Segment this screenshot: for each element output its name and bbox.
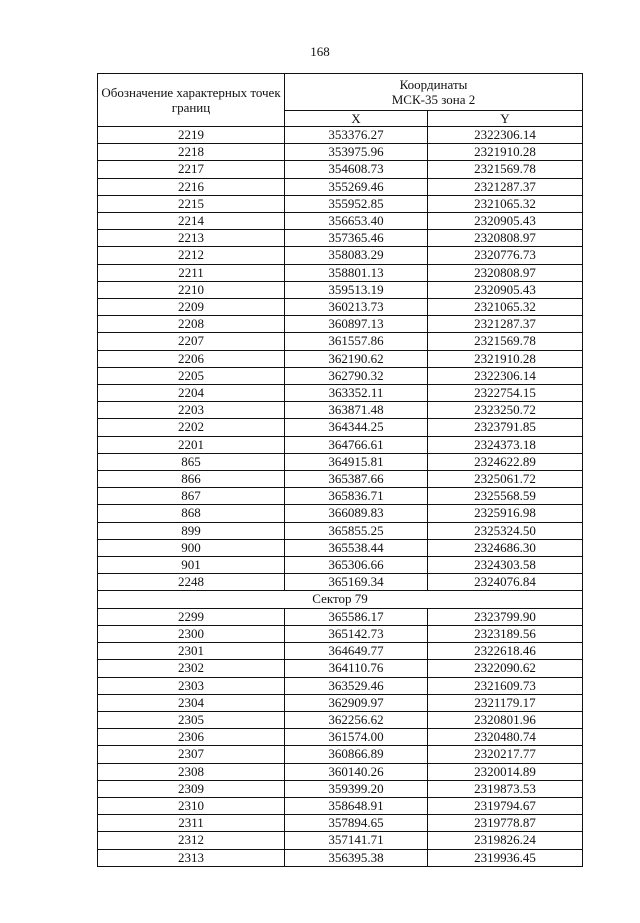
point-id-cell: 2216: [98, 178, 285, 195]
point-id-cell: 2204: [98, 385, 285, 402]
table-row: [98, 264, 583, 281]
x-coordinate-cell: 357365.46: [285, 230, 428, 247]
table-row: [98, 505, 583, 522]
x-coordinate-cell: 362256.62: [285, 711, 428, 728]
point-id-cell: 2201: [98, 436, 285, 453]
point-id-cell: 2211: [98, 264, 285, 281]
y-coordinate-cell: 2321065.32: [428, 299, 583, 316]
y-coordinate-cell: 2321910.28: [428, 350, 583, 367]
table-row: [98, 763, 583, 780]
table-row: [98, 849, 583, 866]
y-coordinate-cell: 2322090.62: [428, 660, 583, 677]
x-coordinate-cell: 365306.66: [285, 557, 428, 574]
table-section-2: [98, 608, 583, 866]
y-coordinate-cell: 2320217.77: [428, 746, 583, 763]
x-coordinate-cell: 366089.83: [285, 505, 428, 522]
x-coordinate-cell: 365169.34: [285, 574, 428, 591]
x-coordinate-cell: 353376.27: [285, 127, 428, 144]
y-coordinate-cell: 2324076.84: [428, 574, 583, 591]
y-coordinate-cell: 2321609.73: [428, 677, 583, 694]
table-row: [98, 333, 583, 350]
y-coordinate-cell: 2325568.59: [428, 488, 583, 505]
x-coordinate-cell: 364766.61: [285, 436, 428, 453]
point-id-cell: 2208: [98, 316, 285, 333]
point-id-cell: 2301: [98, 643, 285, 660]
x-coordinate-cell: 355269.46: [285, 178, 428, 195]
y-coordinate-cell: 2319936.45: [428, 849, 583, 866]
table-row: [98, 677, 583, 694]
table-row: [98, 711, 583, 728]
x-coordinate-cell: 358801.13: [285, 264, 428, 281]
table-row: [98, 780, 583, 797]
x-coordinate-cell: 365142.73: [285, 625, 428, 642]
y-coordinate-cell: 2320480.74: [428, 729, 583, 746]
x-coordinate-cell: 364344.25: [285, 419, 428, 436]
y-coordinate-cell: 2320776.73: [428, 247, 583, 264]
table-row: [98, 643, 583, 660]
table-row: [98, 797, 583, 814]
x-coordinate-cell: 359513.19: [285, 281, 428, 298]
x-coordinate-cell: 354608.73: [285, 161, 428, 178]
y-coordinate-cell: 2320905.43: [428, 281, 583, 298]
y-coordinate-cell: 2323189.56: [428, 625, 583, 642]
table-row: [98, 299, 583, 316]
x-coordinate-cell: 360866.89: [285, 746, 428, 763]
y-coordinate-cell: 2322618.46: [428, 643, 583, 660]
point-id-cell: 2302: [98, 660, 285, 677]
y-coordinate-cell: 2323250.72: [428, 402, 583, 419]
point-id-cell: 2308: [98, 763, 285, 780]
table-row: [98, 144, 583, 161]
point-id-cell: 900: [98, 539, 285, 556]
y-coordinate-cell: 2320905.43: [428, 213, 583, 230]
table-row: [98, 746, 583, 763]
point-id-cell: 2313: [98, 849, 285, 866]
table-row: [98, 350, 583, 367]
point-id-cell: 2248: [98, 574, 285, 591]
point-id-cell: 2206: [98, 350, 285, 367]
x-coordinate-cell: 365836.71: [285, 488, 428, 505]
point-id-cell: 2202: [98, 419, 285, 436]
x-coordinate-cell: 362909.97: [285, 694, 428, 711]
coordinates-table: [97, 73, 583, 867]
point-id-cell: 901: [98, 557, 285, 574]
y-coordinate-cell: 2320014.89: [428, 763, 583, 780]
point-id-cell: 2207: [98, 333, 285, 350]
table-row: [98, 488, 583, 505]
y-coordinate-cell: 2321569.78: [428, 161, 583, 178]
table-row: [98, 660, 583, 677]
point-id-cell: 2213: [98, 230, 285, 247]
y-coordinate-cell: 2321910.28: [428, 144, 583, 161]
table-row: [98, 195, 583, 212]
y-coordinate-cell: 2324303.58: [428, 557, 583, 574]
table-row: [98, 367, 583, 384]
point-id-cell: 868: [98, 505, 285, 522]
point-id-cell: 866: [98, 471, 285, 488]
table-row: [98, 832, 583, 849]
y-coordinate-cell: 2322306.14: [428, 367, 583, 384]
x-coordinate-cell: 358648.91: [285, 797, 428, 814]
y-coordinate-cell: 2325916.98: [428, 505, 583, 522]
table-row: [98, 402, 583, 419]
table-row: [98, 213, 583, 230]
y-coordinate-cell: 2319826.24: [428, 832, 583, 849]
x-coordinate-cell: 356653.40: [285, 213, 428, 230]
point-id-cell: 2210: [98, 281, 285, 298]
table-row: [98, 522, 583, 539]
y-coordinate-cell: 2324686.30: [428, 539, 583, 556]
x-coordinate-cell: 353975.96: [285, 144, 428, 161]
point-id-cell: 2212: [98, 247, 285, 264]
x-coordinate-cell: 356395.38: [285, 849, 428, 866]
table-row: [98, 539, 583, 556]
x-coordinate-cell: 364915.81: [285, 453, 428, 470]
x-coordinate-cell: 365586.17: [285, 608, 428, 625]
header-points-label: Обозначение характерных точек границ: [98, 74, 285, 127]
point-id-cell: 2307: [98, 746, 285, 763]
point-id-cell: 2311: [98, 815, 285, 832]
header-y: Y: [428, 111, 583, 127]
x-coordinate-cell: 360897.13: [285, 316, 428, 333]
point-id-cell: 2219: [98, 127, 285, 144]
y-coordinate-cell: 2320801.96: [428, 711, 583, 728]
table-row: [98, 694, 583, 711]
point-id-cell: 2303: [98, 677, 285, 694]
point-id-cell: 2215: [98, 195, 285, 212]
point-id-cell: 2300: [98, 625, 285, 642]
y-coordinate-cell: 2319794.67: [428, 797, 583, 814]
point-id-cell: 2203: [98, 402, 285, 419]
point-id-cell: 2306: [98, 729, 285, 746]
header-coordinates: [285, 74, 583, 111]
x-coordinate-cell: 361574.00: [285, 729, 428, 746]
x-coordinate-cell: 357894.65: [285, 815, 428, 832]
y-coordinate-cell: 2324373.18: [428, 436, 583, 453]
point-id-cell: 2209: [98, 299, 285, 316]
point-id-cell: 2309: [98, 780, 285, 797]
table-row: [98, 453, 583, 470]
table-row: [98, 436, 583, 453]
sector-row: [98, 591, 583, 608]
table-row: [98, 230, 583, 247]
y-coordinate-cell: 2322754.15: [428, 385, 583, 402]
point-id-cell: 2299: [98, 608, 285, 625]
table-row: [98, 815, 583, 832]
table-row: [98, 419, 583, 436]
table-row: [98, 574, 583, 591]
x-coordinate-cell: 364110.76: [285, 660, 428, 677]
sector-row-group: [98, 591, 583, 608]
y-coordinate-cell: 2320808.97: [428, 264, 583, 281]
y-coordinate-cell: 2325324.50: [428, 522, 583, 539]
y-coordinate-cell: 2321065.32: [428, 195, 583, 212]
y-coordinate-cell: 2321569.78: [428, 333, 583, 350]
point-id-cell: 899: [98, 522, 285, 539]
table-row: [98, 281, 583, 298]
y-coordinate-cell: 2321287.37: [428, 178, 583, 195]
x-coordinate-cell: 362790.32: [285, 367, 428, 384]
x-coordinate-cell: 357141.71: [285, 832, 428, 849]
header-x: X: [285, 111, 428, 127]
y-coordinate-cell: 2323799.90: [428, 608, 583, 625]
x-coordinate-cell: 365538.44: [285, 539, 428, 556]
point-id-cell: 2304: [98, 694, 285, 711]
table-row: [98, 608, 583, 625]
point-id-cell: 865: [98, 453, 285, 470]
x-coordinate-cell: 363871.48: [285, 402, 428, 419]
x-coordinate-cell: 360140.26: [285, 763, 428, 780]
table-row: [98, 471, 583, 488]
y-coordinate-cell: 2321287.37: [428, 316, 583, 333]
table-row: [98, 625, 583, 642]
x-coordinate-cell: 355952.85: [285, 195, 428, 212]
y-coordinate-cell: 2322306.14: [428, 127, 583, 144]
table-section-1: [98, 127, 583, 591]
x-coordinate-cell: 358083.29: [285, 247, 428, 264]
header-coordinates-title: Координаты: [399, 77, 468, 92]
x-coordinate-cell: 360213.73: [285, 299, 428, 316]
point-id-cell: 2217: [98, 161, 285, 178]
y-coordinate-cell: 2324622.89: [428, 453, 583, 470]
table-row: [98, 178, 583, 195]
point-id-cell: 2214: [98, 213, 285, 230]
x-coordinate-cell: 365855.25: [285, 522, 428, 539]
x-coordinate-cell: 364649.77: [285, 643, 428, 660]
point-id-cell: 2218: [98, 144, 285, 161]
table-row: [98, 127, 583, 144]
x-coordinate-cell: 361557.86: [285, 333, 428, 350]
y-coordinate-cell: 2319778.87: [428, 815, 583, 832]
point-id-cell: 2310: [98, 797, 285, 814]
point-id-cell: 2205: [98, 367, 285, 384]
y-coordinate-cell: 2323791.85: [428, 419, 583, 436]
table-row: [98, 247, 583, 264]
x-coordinate-cell: 363352.11: [285, 385, 428, 402]
table-row: [98, 729, 583, 746]
table-row: [98, 385, 583, 402]
point-id-cell: 867: [98, 488, 285, 505]
point-id-cell: 2305: [98, 711, 285, 728]
x-coordinate-cell: 365387.66: [285, 471, 428, 488]
sector-label: Сектор 79: [98, 591, 583, 608]
point-id-cell: 2312: [98, 832, 285, 849]
y-coordinate-cell: 2325061.72: [428, 471, 583, 488]
header-coordinate-system: МСК-35 зона 2: [391, 92, 476, 107]
y-coordinate-cell: 2319873.53: [428, 780, 583, 797]
table-row: [98, 161, 583, 178]
y-coordinate-cell: 2320808.97: [428, 230, 583, 247]
x-coordinate-cell: 363529.46: [285, 677, 428, 694]
page-number: 168: [310, 44, 330, 59]
y-coordinate-cell: 2321179.17: [428, 694, 583, 711]
x-coordinate-cell: 362190.62: [285, 350, 428, 367]
table-row: [98, 316, 583, 333]
x-coordinate-cell: 359399.20: [285, 780, 428, 797]
table-row: [98, 557, 583, 574]
